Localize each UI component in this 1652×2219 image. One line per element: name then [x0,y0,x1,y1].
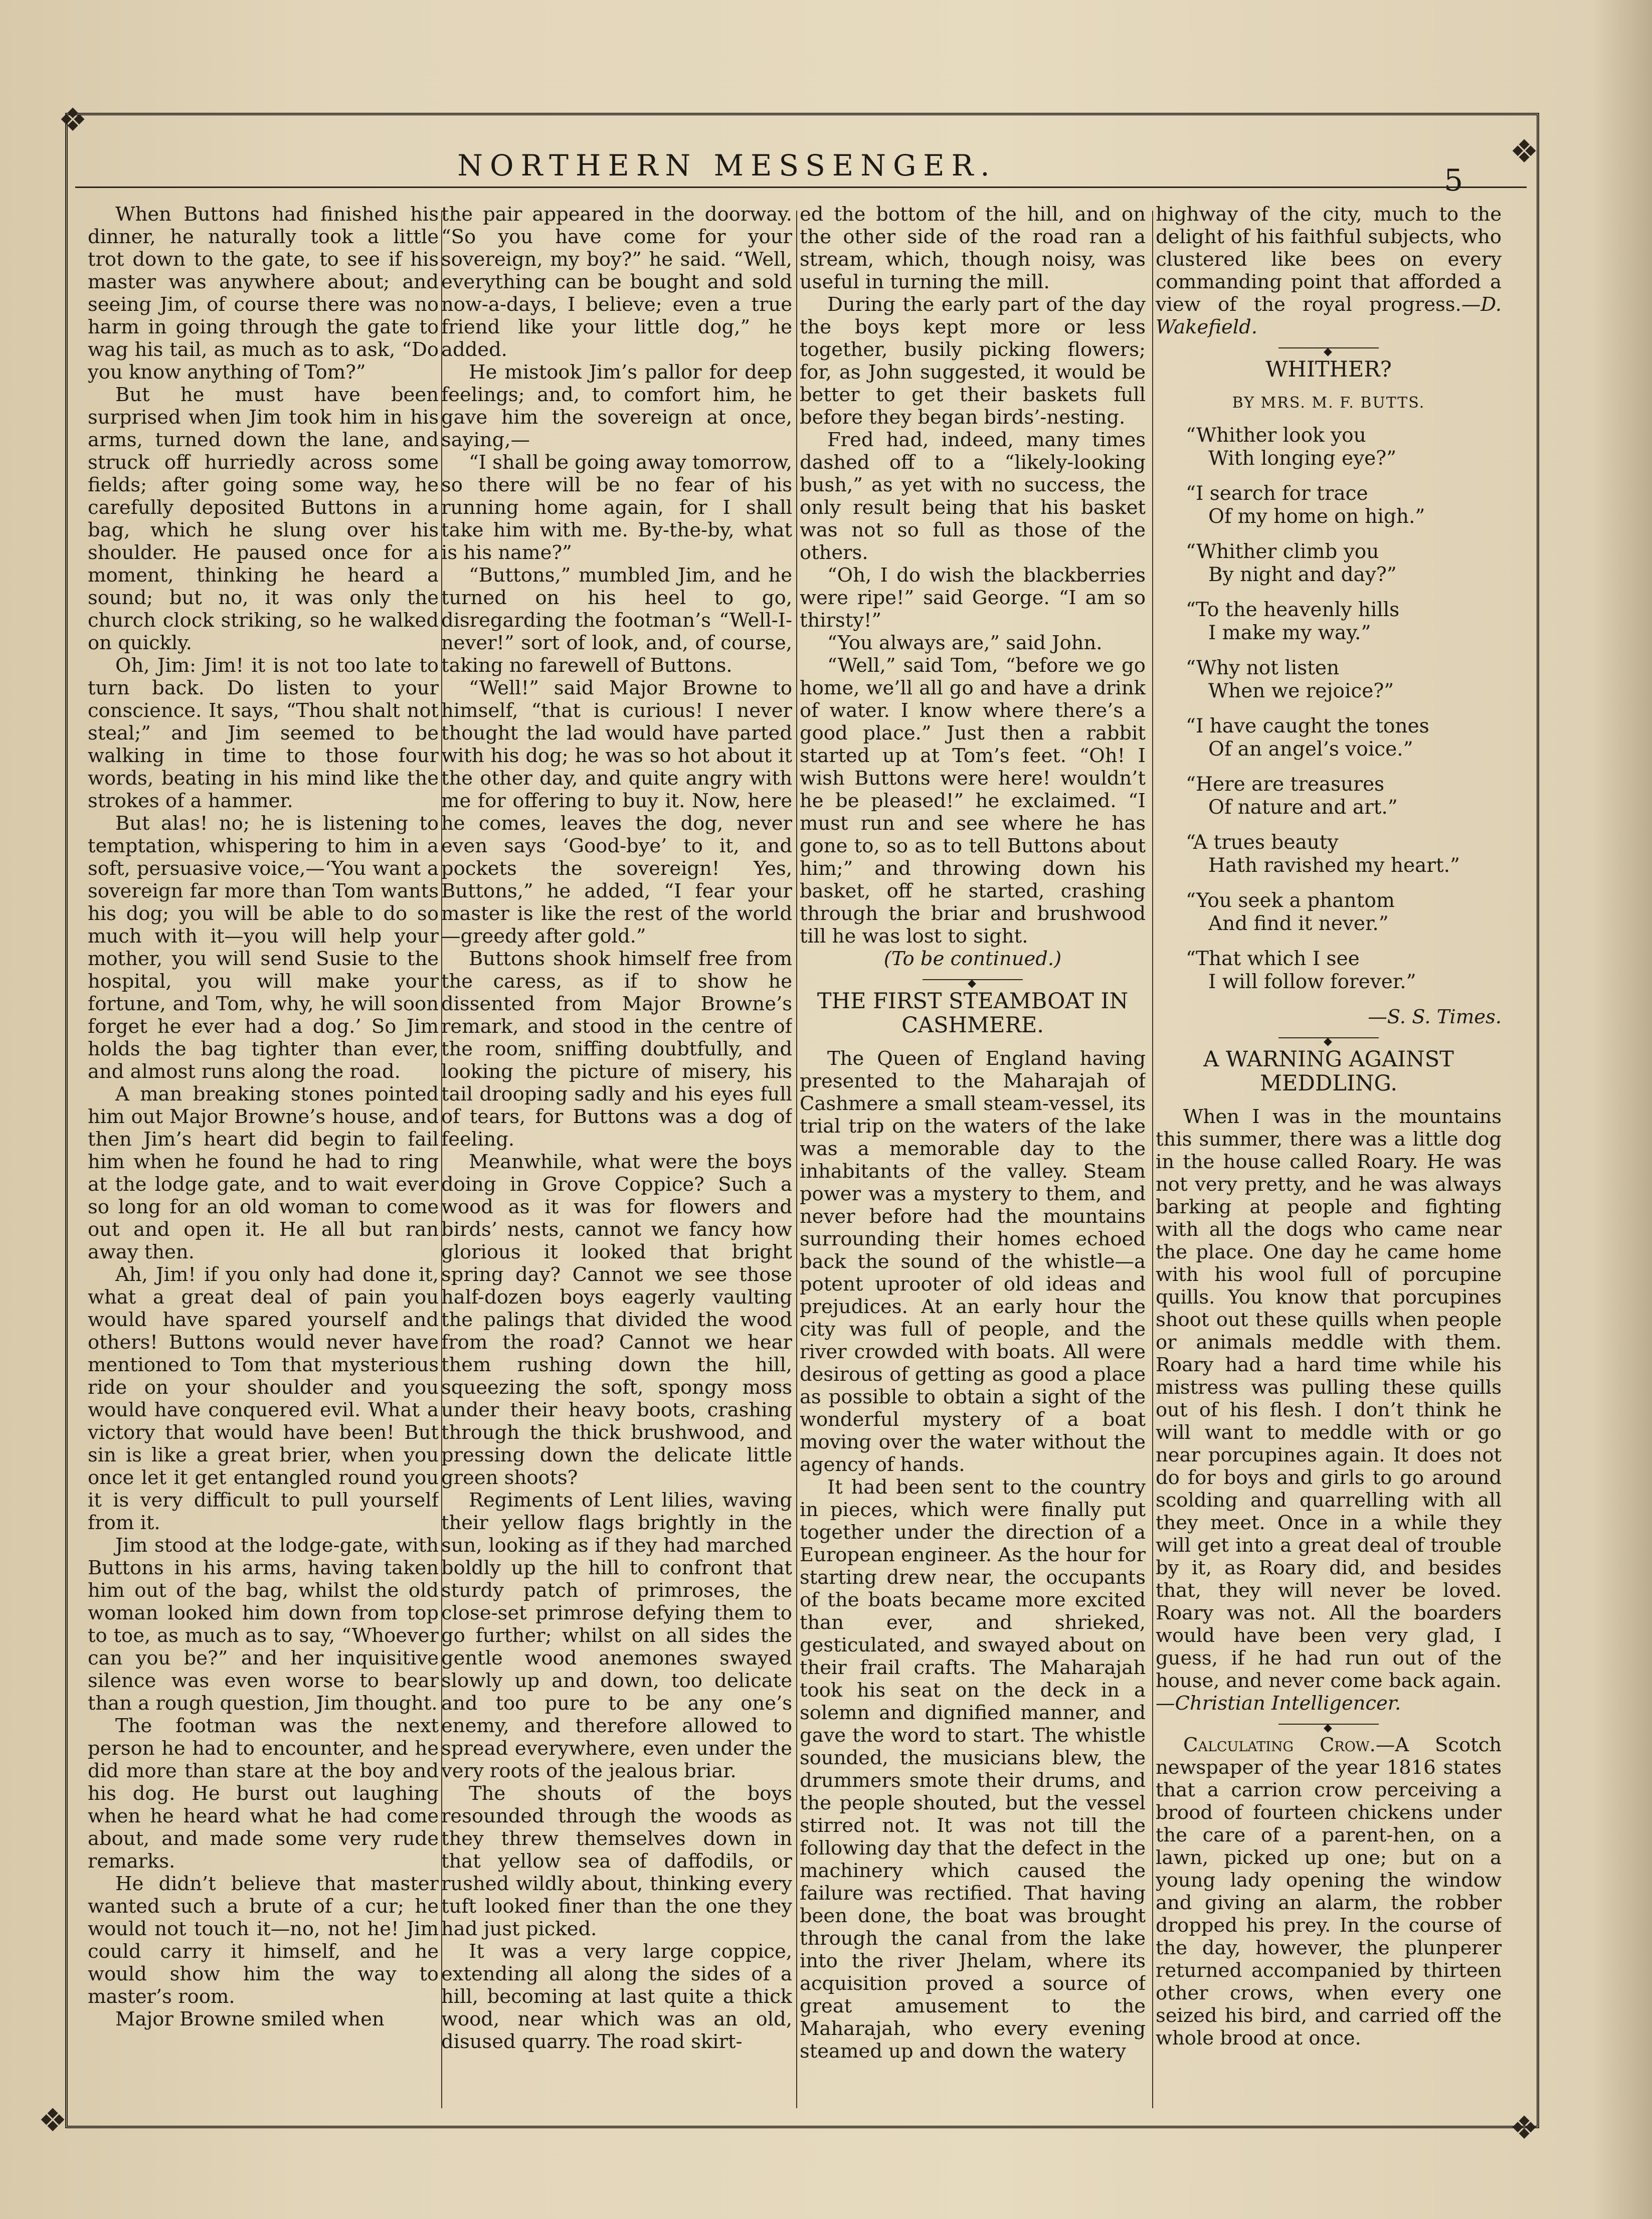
poem-couplet [1186,715,1502,761]
article-heading-steamboat: THE FIRST STEAMBOAT IN CASHMERE. [817,989,1129,1038]
article-paragraph [1156,203,1502,338]
story-paragraph: He didn’t believe that master wanted such a brute of a cur; he would not touch it—no, not he! Jim could carry it himself, and he would show him the way to master’s room. [88,1873,439,2008]
story-paragraph: He mistook Jim’s pallor for deep feelings; and, to comfort him, he gave him the sovereign at once, saying,— [441,361,792,451]
poem-line: “Here are treasures [1186,773,1385,796]
poem-line: “I search for trace [1186,482,1368,505]
poem-line: “Why not listen [1186,657,1340,679]
story-paragraph: “Buttons,” mumbled Jim, and he turned on his heel to go, disregarding the footman’s “Well-I-never!” sort of look, and, of course, taking no farewell of Buttons. [441,564,792,677]
poem-couplet [1186,948,1502,994]
page-number: 5 [1444,163,1463,198]
article-paragraph: The Queen of England having presented to the Maharajah of Cashmere a small steam-vessel, its trial trip on the waters of the lake was a memorable day to the inhabitants of the valley. Steam power was a mystery to them, and never before had the mountains surrounding their homes echoed back the sound of the whistle—a potent uprooter of old ideas and prejudices. At an early hour the city was full of people, and the river crowded with boats. All were desirous of getting as good a place as possible to obtain a sight of the wonderful mystery of a boat moving over the water without the agency of hands. [800,1047,1146,1476]
story-paragraph: “I shall be going away tomorrow, so there will be no fear of his running home again, for I shall take him with me. By-the-by, what is his name?” [441,451,792,564]
article-source: D. Wakefield. [1156,293,1502,338]
story-paragraph: During the early part of the day the boys kept more or less together, busily picking flowers; for, as John suggested, it would be better to get their baskets full before they began birds’-nesting. [800,293,1146,429]
section-separator [1278,1724,1379,1725]
story-paragraph: the pair appeared in the doorway. “So you have come for your sovereign, my boy?” he said. “Well, everything can be bought and sold now-a-days, I believe; even a true friend like your little dog,” he added. [441,203,792,361]
column-4 [1156,203,1502,2108]
story-paragraph: Fred had, indeed, many times dashed off to a “likely-looking bush,” as yet with no success, the only result being that his basket was not so full as those of the others. [800,429,1146,564]
story-paragraph: “You always are,” said John. [827,632,1103,654]
column-1 [88,203,439,2108]
story-paragraph: ed the bottom of the hill, and on the other side of the road ran a stream, which, though noisy, was useful in turning the mill. [800,203,1146,293]
article-heading-meddling: A WARNING AGAINST MEDDLING. [1203,1047,1454,1096]
story-paragraph: But he must have been surprised when Jim took him in his arms, turned down the lane, and struck off hurriedly across some fields; after going some way, he carefully deposited Buttons in a bag, which he slung over his shoulder. He paused once for a moment, thinking he heard a sound; but no, it was only the church clock striking, so he walked on quickly. [88,384,439,654]
corner-ornament-icon: ❖ [58,102,87,139]
article-paragraph [1156,1734,1502,2050]
story-paragraph: Oh, Jim: Jim! it is not too late to turn back. Do listen to your conscience. It says, “Thou shalt not steal;” and Jim seemed to be walking in time to those four words, beating in his mind like the strokes of a hammer. [88,654,439,812]
poem-couplet [1186,831,1502,877]
page-edge-shadow [1592,0,1652,2219]
section-separator [1278,347,1379,348]
story-paragraph: The shouts of the boys resounded through the woods as they threw themselves down in that yellow sea of daffodils, or rushed wildly about, thinking every tuft looked finer than the one they had just picked. [441,1782,792,1940]
story-paragraph: Meanwhile, what were the boys doing in Grove Coppice? Such a wood as it was for flowers and birds’ nests, cannot we fancy how glorious it looked that bright spring day? Cannot we see those half-dozen boys eagerly vaulting the palings that divided the wood from the road? Cannot we hear them rushing down the hill, squeezing the soft, spongy moss under their heavy boots, crashing through the thick brushwood, and pressing down the delicate little green shoots? [441,1151,792,1489]
poem-couplet [1186,889,1502,936]
to-be-continued: (To be continued.) [883,948,1062,970]
poem-couplet [1186,599,1502,645]
story-paragraph: “Well!” said Major Browne to himself, “that is curious! I never thought the lad would have parted with his dog; he was so hot about it the other day, and quite angry with me for offering to buy it. Now, here he comes, leaves the dog, never even says ‘Good-bye’ to it, and pockets the sovereign! Yes, Buttons,” he added, “I fear your master is like the rest of the world—greedy after gold.” [441,677,792,948]
poem-line: Of my home on high.” [1208,505,1425,528]
poem-line: “Whither climb you [1186,540,1379,563]
story-paragraph: “Well,” said Tom, “before we go home, we’ll all go and have a drink of water. I know where there’s a good place.” Just then a rabbit started up at Tom’s feet. “Oh! I wish Buttons were here! wouldn’t he be pleased!” he exclaimed. “I must run and see where he has gone to, so as to tell Buttons about him;” and throwing down his basket, off he started, crashing through the briar and brushwood till he was lost to sight. [800,654,1146,948]
story-paragraph: It was a very large coppice, extending all along the sides of a hill, becoming at last quite a thick wood, near which was an old, disused quarry. The road skirt- [441,1940,792,2053]
column-3 [800,203,1146,2108]
poem-line: With longing eye?” [1208,447,1397,470]
story-paragraph: “Oh, I do wish the blackberries were ripe!” said George. “I am so thirsty!” [800,564,1146,632]
masthead: NORTHERN MESSENGER. [457,148,997,182]
story-paragraph: But alas! no; he is listening to temptation, whispering to him in a soft, persuasive voice,—‘You want a sovereign far more than Tom wants his dog; you will be able to do so much with it—you will help your mother, you will send Susie to the hospital, you will make your fortune, and Tom, why, he will soon forget he ever had a dog.’ So Jim holds the bag tighter than ever, and almost runs along the road. [88,812,439,1083]
poem-line: “A trues beauty [1186,831,1339,854]
poem-line: Of nature and art.” [1208,796,1398,819]
article-text: —A Scotch newspaper of the year 1816 states that a carrion crow perceiving a brood of fourteen chickens under the care of a parent-hen, on a lawn, picked up one; but on a young lady opening the window and giving an alarm, the robber dropped his prey. In the course of the day, however, the plunperer returned accompanied by thirteen other crows, when every one seized his bird, and carried off the whole brood at once. [1156,1734,1502,2050]
poem-couplet [1186,482,1502,528]
poem-line: “You seek a phantom [1186,889,1395,912]
article-source: Christian Intelligencer. [1175,1692,1401,1715]
section-separator [923,979,1023,980]
corner-ornament-icon: ❖ [1510,2110,1539,2147]
poem-line: When we rejoice?” [1208,680,1394,702]
poem-couplet [1186,773,1502,819]
article-paragraph [1156,1105,1502,1715]
article-lead: Calculating Crow. [1183,1734,1376,1756]
story-paragraph: The footman was the next person he had to encounter, and he did more than stare at the boy and his dog. He burst out laughing when he heard what he had come about, and made some very rude remarks. [88,1715,439,1873]
corner-ornament-icon: ❖ [38,2102,67,2139]
poem-line: “That which I see [1186,948,1360,970]
column-rule [796,211,797,2108]
article-text: highway of the city, much to the delight of his faithful subjects, who clustered like bees on every commanding point that afforded a view of the royal progress.— [1156,203,1502,316]
poem-line: Of an angel’s voice.” [1208,738,1413,761]
column-rule [1152,211,1153,2108]
poem-line: “I have caught the tones [1186,715,1429,737]
poem-line: Hath ravished my heart.” [1208,854,1460,877]
poem-couplet [1186,540,1502,587]
story-paragraph: A man breaking stones pointed him out Major Browne’s house, and then Jim’s heart did begin to fail him when he found he had to ring at the lodge gate, and to wait ever so long for an old woman to come out and open it. He all but ran away then. [88,1083,439,1263]
story-paragraph: Ah, Jim! if you only had done it, what a great deal of pain you would have spared yourself and others! Buttons would never have mentioned to Tom that mysterious ride on your shoulder and you would have conquered evil. What a victory that would have been! But sin is like a great brier, when you once let it get entangled round you it is very difficult to pull yourself from it. [88,1263,439,1534]
corner-ornament-icon: ❖ [1510,133,1539,170]
poem-heading: WHITHER? [1265,357,1392,382]
poem-line: “To the heavenly hills [1186,599,1400,621]
story-paragraph: Buttons shook himself free from the caress, as if to show he dissented from Major Browne’s remark, and stood in the centre of the room, sniffing doubtfully, and looking the picture of misery, his tail drooping sadly and his eyes full of tears, for Buttons was a dog of feeling. [441,948,792,1151]
header-rule [75,187,1527,188]
poem-line: “Whither look you [1186,424,1366,447]
story-paragraph: When Buttons had finished his dinner, he naturally took a little trot down to the gate, to see if his master was anywhere about; and seeing Jim, of course there was no harm in going through the gate to wag his tail, as much as to ask, “Do you know anything of Tom?” [88,203,439,384]
article-paragraph: It had been sent to the country in pieces, which were finally put together under the direction of a European engineer. As the hour for starting drew near, the occupants of the boats became more excited than ever, and shrieked, gesticulated, and swayed about on their frail crafts. The Maharajah took his seat on the deck in a solemn and dignified manner, and gave the word to start. The whistle sounded, the musicians blew, the drummers smote their drums, and the people shouted, but the vessel stirred not. It was not till the following day that the defect in the machinery which caused the failure was rectified. That having been done, the boat was brought through the canal from the lake into the river Jhelam, where its acquisition proved a source of great amusement to the Maharajah, who every evening steamed up and down the watery [800,1476,1146,2063]
story-paragraph: Jim stood at the lodge-gate, with Buttons in his arms, having taken him out of the bag, whilst the old woman looked him down from top to toe, as much as to say, “Whoever can you be?” and her inquisitive silence was even worse to bear than a rough question, Jim thought. [88,1534,439,1715]
column-2 [441,203,792,2108]
poem-line: I will follow forever.” [1208,971,1416,993]
poem-line: I make my way.” [1208,622,1371,644]
poem-line: By night and day?” [1208,564,1397,586]
story-paragraph: Regiments of Lent lilies, waving their yellow flags brightly in the sun, looking as if they had marched boldly up the hill to confront that sturdy patch of primroses, the close-set primrose defying them to go further; whilst on all sides the gentle wood anemones swayed slowly up and down, too delicate and too pure to be any one’s enemy, and therefore allowed to spread everywhere, even under the very roots of the jealous briar. [441,1489,792,1782]
poem-byline: BY MRS. M. F. BUTTS. [1232,394,1425,412]
poem-line: And find it never.” [1208,912,1389,935]
article-text: When I was in the mountains this summer, there was a little dog in the house called Roary. He was not very pretty, and he was always barking at people and fighting with all the dogs who came near the place. One day he came home with his wool full of porcupine quills. You know that porcupines shoot out these quills when people or animals meddle with them. Roary had a hard time while his mistress was pulling these quills out of his flesh. I don’t think he will want to meddle with or go near porcupines again. It does not do for boys and girls to go around scolding and quarrelling with all they meet. Once in a while they will get into a great deal of trouble by it, as Roary did, and besides that, they will never be loved. Roary was not. All the boarders would have been very glad, I guess, if he had run out of the house, and never come back again.— [1156,1105,1502,1715]
poem-couplet [1186,424,1502,470]
section-separator [1278,1037,1379,1038]
poem-couplet [1186,657,1502,703]
poem-source: —S. S. Times. [1368,1006,1502,1028]
story-paragraph: Major Browne smiled when [115,2008,385,2030]
